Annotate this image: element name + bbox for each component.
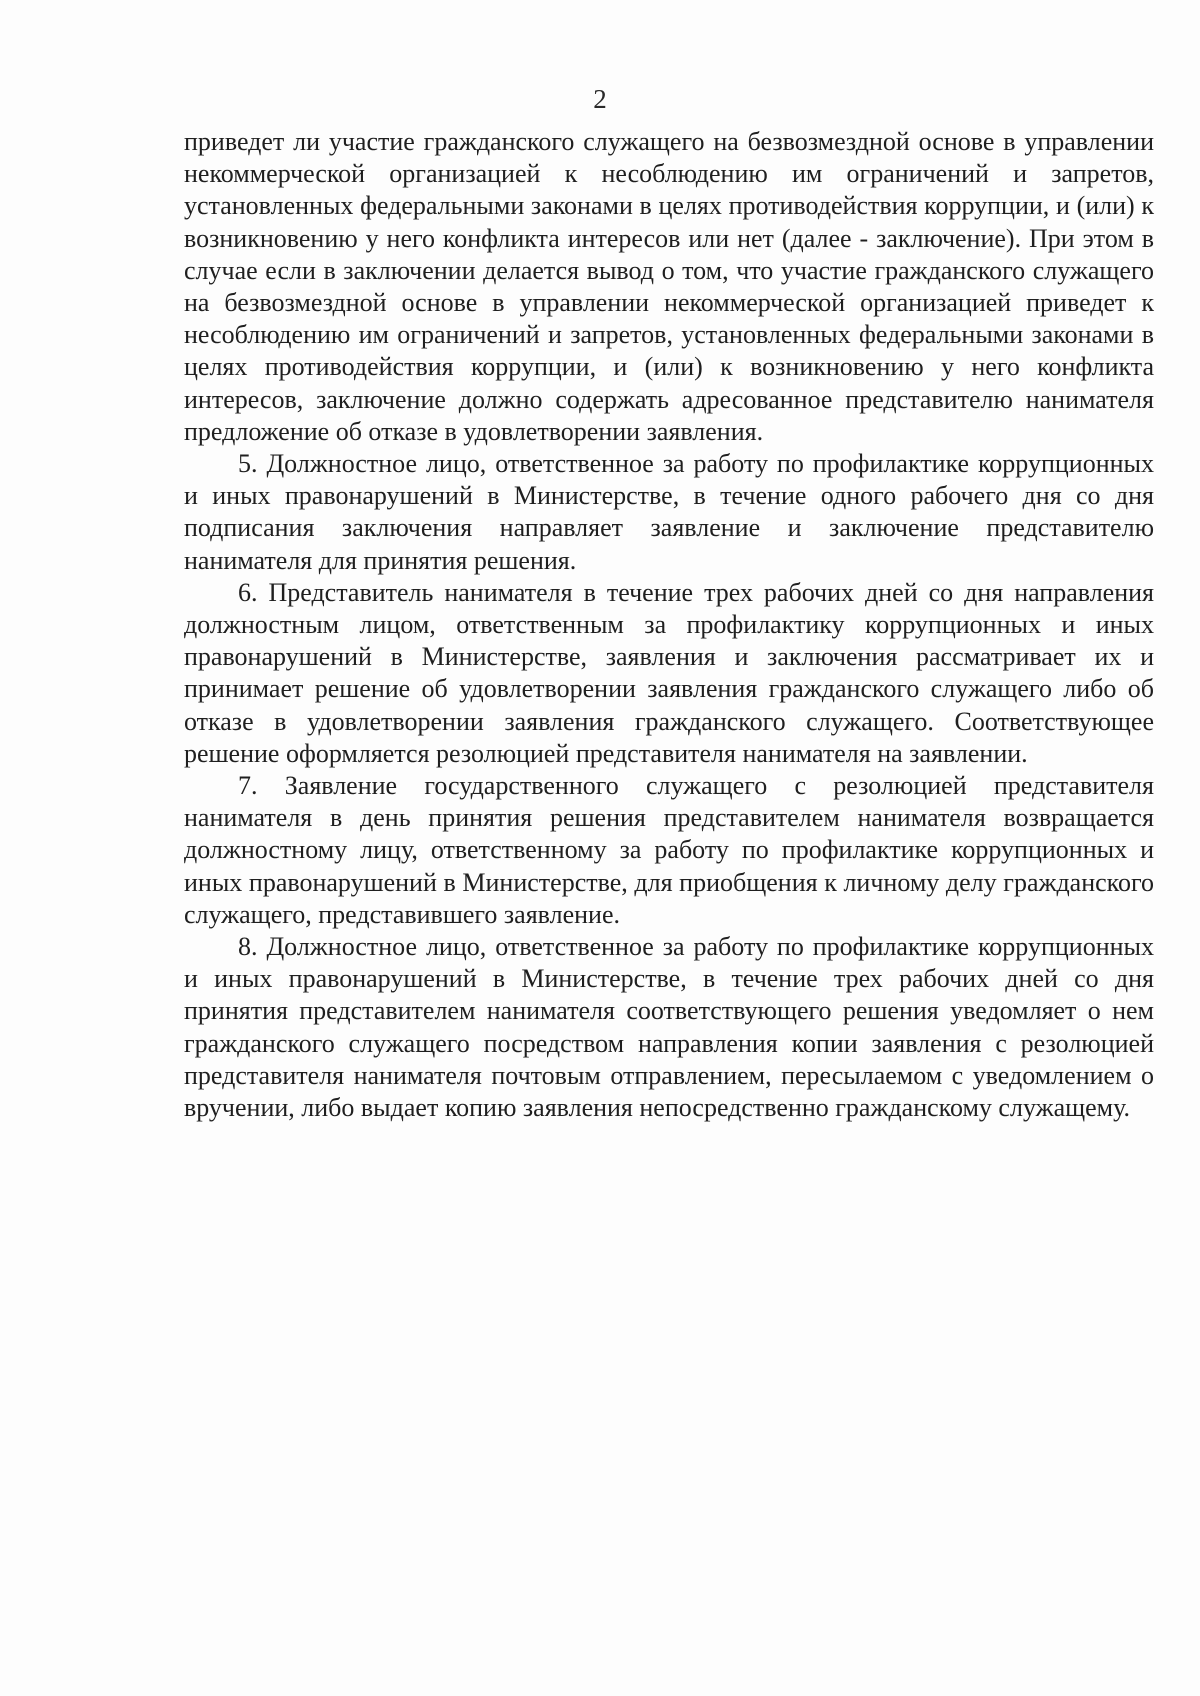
paragraph-item-8: 8. Должностное лицо, ответственное за работу по профилактике коррупционных и иных правонарушений в Министерстве, в течение трех рабочих дней со дня принятия представителем нанимателя соответствующего решения уведомляет о нем гражданского служащего посредством направления копии заявления с резолюцией представителя нанимателя почтовым отправлением, пересылаемом с уведомлением о вручении, либо выдает копию заявления непосредственно гражданскому служащему. [184, 932, 1154, 1123]
paragraph-item-6: 6. Представитель нанимателя в течение трех рабочих дней со дня направления должностным лицом, ответственным за профилактику коррупционных и иных правонарушений в Министерстве, заявления и заключения рассматривает их и принимает решение об удовлетворении заявления гражданского служащего либо об отказе в удовлетворении заявления гражданского служащего. Соответствующее решение оформляется резолюцией представителя нанимателя на заявлении. [184, 577, 1154, 768]
paragraph-continuation: приведет ли участие гражданского служащего на безвозмездной основе в управлении некоммерческой организацией к несоблюдению им ограничений и запретов, установленных федеральными законами в целях противодействия коррупции, и (или) к возникновению у него конфликта интересов или нет (далее - заключение). При этом в случае если в заключении делается вывод о том, что участие гражданского служащего на безвозмездной основе в управлении некоммерческой организацией приведет к несоблюдению им ограничений и запретов, установленных федеральными законами в целях противодействия коррупции, и (или) к возникновению у него конфликта интересов, заключение должно содержать адресованное представителю нанимателя предложение об отказе в удовлетворении заявления. [184, 127, 1154, 446]
paragraph-item-5: 5. Должностное лицо, ответственное за работу по профилактике коррупционных и иных правонарушений в Министерстве, в течение одного рабочего дня со дня подписания заключения направляет заявление и заключение представителю нанимателя для принятия решения. [184, 449, 1154, 575]
page-number: 2 [593, 84, 607, 114]
document-body [184, 126, 1154, 1124]
paragraph-item-7: 7. Заявление государственного служащего с резолюцией представителя нанимателя в день принятия решения представителем нанимателя возвращается должностному лицу, ответственному за работу по профилактике коррупционных и иных правонарушений в Министерстве, для приобщения к личному делу гражданского служащего, представившего заявление. [184, 771, 1154, 929]
